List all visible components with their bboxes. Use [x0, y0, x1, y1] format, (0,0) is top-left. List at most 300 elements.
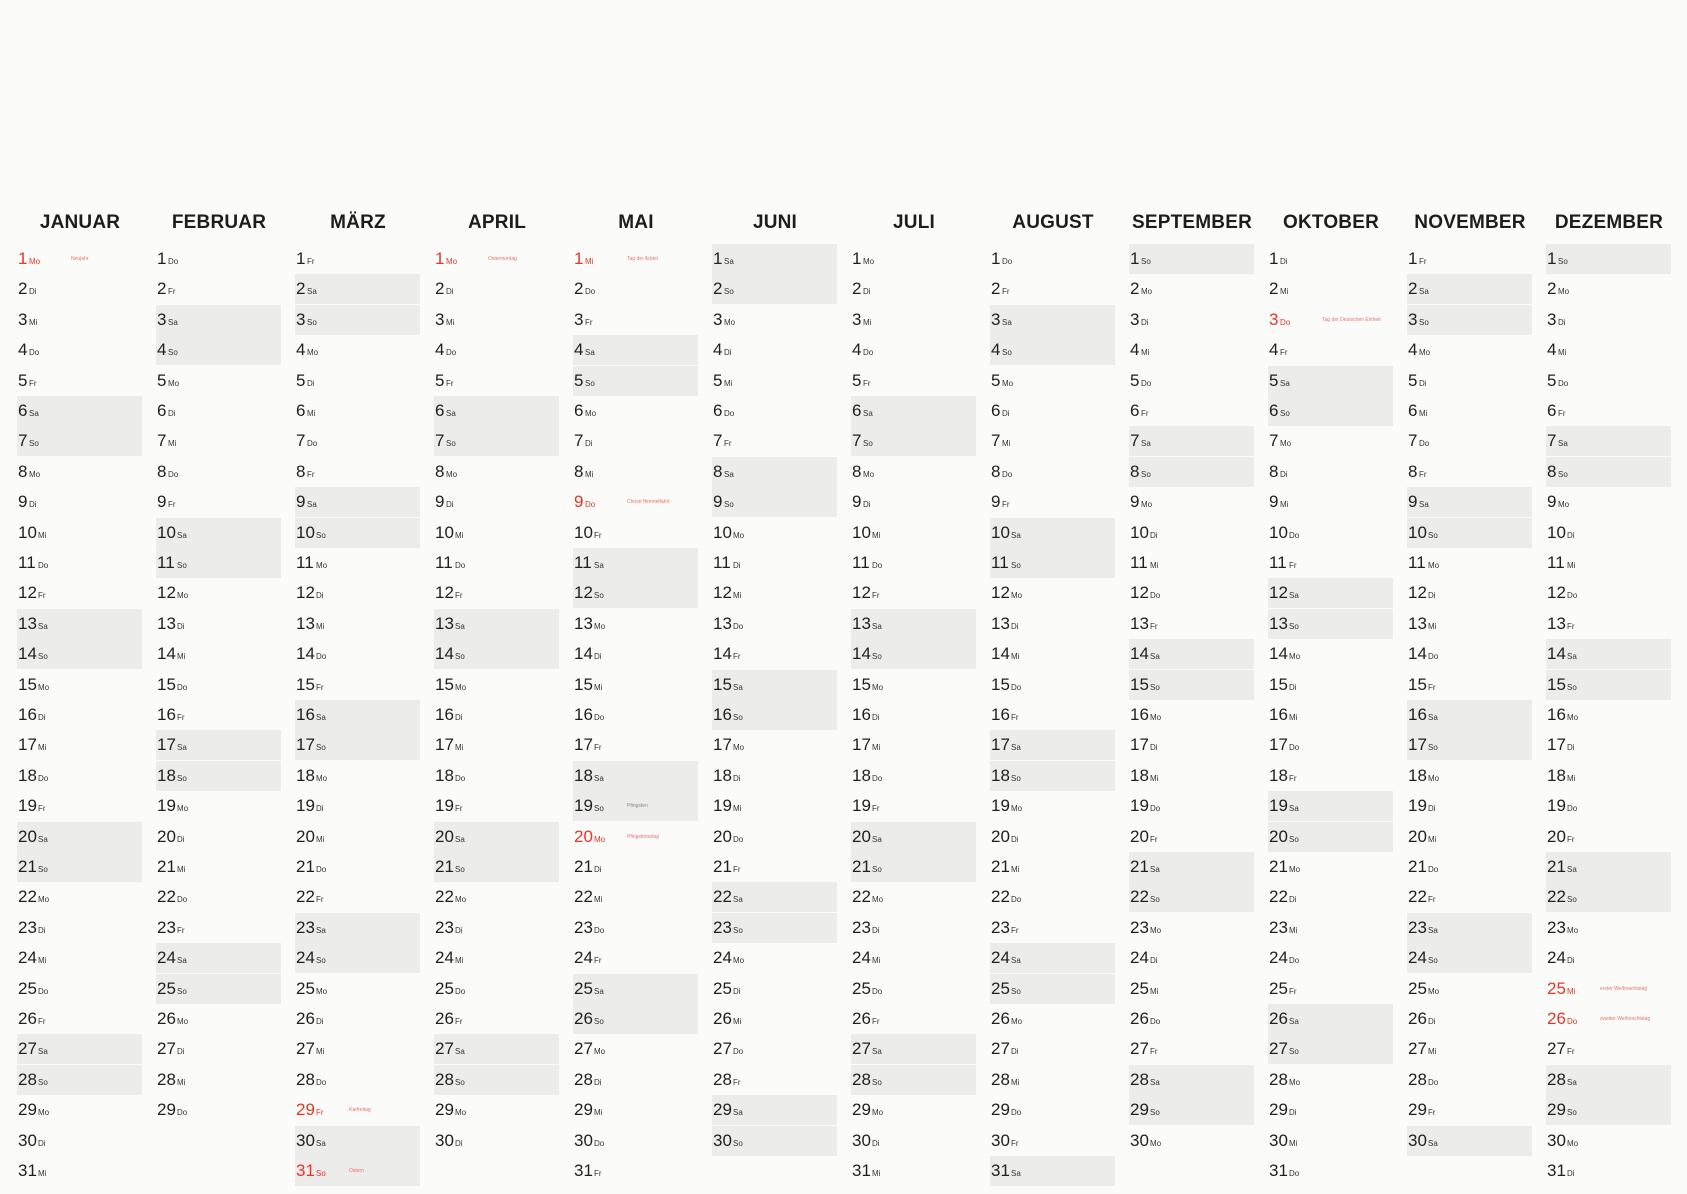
day-number: 23	[435, 917, 454, 937]
day-row	[17, 1156, 142, 1186]
day-row	[156, 426, 281, 456]
day-number: 23	[574, 917, 593, 937]
day-row	[573, 457, 698, 487]
day-number: 25	[1130, 978, 1149, 998]
day-number: 24	[1408, 948, 1427, 968]
day-row	[1129, 548, 1254, 578]
day-number: 8	[18, 461, 28, 481]
day-number: 5	[852, 370, 862, 390]
day-number: 3	[1130, 309, 1140, 329]
day-number: 27	[435, 1039, 454, 1059]
day-number: 30	[1269, 1130, 1288, 1150]
weekday-label: Fr	[316, 895, 324, 905]
day-number: 26	[296, 1009, 315, 1028]
day-row	[156, 518, 281, 548]
day-number: 6	[18, 401, 28, 420]
day-number: 15	[296, 674, 315, 694]
day-row	[1407, 518, 1532, 548]
day-number: 9	[713, 492, 723, 512]
weekday-label: Sa	[872, 1047, 882, 1057]
day-row	[1407, 700, 1532, 730]
weekday-label: Sa	[455, 1047, 465, 1057]
day-row	[1129, 487, 1254, 517]
day-row	[573, 366, 698, 396]
day-row	[156, 335, 281, 365]
day-row	[434, 609, 559, 639]
day-row	[1268, 548, 1393, 578]
weekday-label: Di	[29, 287, 37, 297]
day-number: 15	[435, 674, 454, 694]
weekday-label: Fr	[1011, 1138, 1019, 1148]
weekday-label: Di	[29, 500, 37, 510]
weekday-label: So	[1567, 682, 1577, 692]
day-number: 3	[1547, 309, 1557, 329]
day-number: 13	[1130, 613, 1149, 633]
weekday-label: Fr	[1141, 409, 1149, 418]
day-number: 31	[991, 1161, 1010, 1180]
holiday-label: Christi Himmelfahrt	[627, 499, 670, 506]
weekday-label: Mo	[177, 1017, 189, 1026]
day-row	[17, 852, 142, 882]
day-row	[1546, 913, 1671, 943]
day-number: 29	[713, 1100, 732, 1120]
weekday-label: Di	[1428, 804, 1436, 814]
weekday-label: Mi	[594, 682, 603, 692]
weekday-label: Fr	[1150, 621, 1158, 631]
weekday-label: Mi	[168, 439, 177, 449]
day-number: 22	[435, 887, 454, 907]
weekday-label: So	[29, 439, 39, 449]
day-number: 19	[157, 796, 176, 816]
day-number: 17	[1547, 735, 1566, 755]
day-number: 18	[852, 765, 871, 785]
day-row	[17, 1095, 142, 1125]
weekday-label: Do	[1567, 1017, 1578, 1026]
month-title: SEPTEMBER	[1131, 212, 1253, 233]
day-row	[17, 366, 142, 396]
day-row	[17, 822, 142, 852]
day-number: 24	[1547, 948, 1566, 968]
day-number: 21	[1269, 857, 1288, 876]
day-row	[573, 396, 698, 426]
weekday-label: Do	[1141, 378, 1152, 388]
day-number: 10	[1130, 522, 1149, 542]
weekday-label: Mi	[316, 834, 325, 844]
day-number: 9	[1130, 492, 1140, 512]
day-number: 10	[1269, 522, 1288, 542]
day-number: 8	[574, 461, 584, 481]
day-number: 28	[1408, 1069, 1427, 1089]
weekday-label: So	[38, 652, 48, 662]
day-row	[1407, 578, 1532, 608]
day-row	[1546, 730, 1671, 760]
day-row	[1546, 1156, 1671, 1186]
day-row	[990, 518, 1115, 548]
day-number: 4	[1408, 340, 1418, 360]
weekday-label: Di	[1141, 317, 1149, 327]
weekday-label: Mi	[594, 1108, 603, 1118]
day-row	[712, 730, 837, 760]
weekday-label: So	[177, 561, 187, 570]
weekday-label: Di	[872, 925, 880, 935]
day-row	[1546, 426, 1671, 456]
day-row	[573, 609, 698, 639]
day-row	[851, 487, 976, 517]
weekday-label: Di	[1150, 530, 1158, 540]
weekday-label: Fr	[1289, 561, 1297, 570]
day-row	[295, 791, 420, 821]
month-column	[851, 0, 977, 1194]
weekday-label: Mo	[1150, 925, 1162, 935]
day-number: 26	[991, 1009, 1010, 1028]
day-number: 12	[296, 583, 315, 603]
weekday-label: So	[455, 1077, 465, 1087]
weekday-label: Do	[872, 561, 883, 570]
weekday-label: Fr	[1567, 1047, 1575, 1057]
weekday-label: Mi	[872, 743, 881, 753]
day-row	[1268, 639, 1393, 669]
day-row	[434, 274, 559, 304]
day-number: 5	[713, 370, 723, 390]
day-row	[573, 700, 698, 730]
day-number: 2	[1130, 279, 1140, 299]
day-number: 28	[296, 1069, 315, 1089]
day-number: 5	[157, 370, 167, 390]
day-number: 18	[435, 765, 454, 785]
day-row	[1407, 822, 1532, 852]
day-row	[156, 305, 281, 335]
weekday-label: Di	[455, 1138, 463, 1148]
day-row	[573, 761, 698, 791]
day-row	[295, 1065, 420, 1095]
day-number: 13	[991, 613, 1010, 633]
day-number: 21	[1130, 857, 1149, 876]
day-number: 9	[574, 492, 584, 512]
weekday-label: Do	[1567, 591, 1578, 601]
day-number: 11	[852, 553, 870, 572]
day-number: 18	[713, 765, 732, 785]
day-number: 28	[1269, 1069, 1288, 1089]
day-row	[434, 730, 559, 760]
weekday-label: Mi	[1428, 1047, 1437, 1057]
day-number: 7	[713, 431, 723, 451]
day-number: 18	[157, 765, 176, 785]
weekday-label: Fr	[307, 469, 315, 479]
day-row	[156, 366, 281, 396]
weekday-label: Mo	[168, 378, 180, 388]
day-row	[990, 852, 1115, 882]
day-row	[712, 791, 837, 821]
weekday-label: Di	[863, 287, 871, 297]
weekday-label: Sa	[455, 834, 465, 844]
day-row	[1546, 335, 1671, 365]
note-label: Pfingsten	[627, 803, 648, 810]
weekday-label: Do	[872, 986, 883, 996]
month-column	[1129, 0, 1255, 1194]
day-number: 7	[1408, 431, 1418, 451]
month-title: OKTOBER	[1282, 212, 1380, 233]
day-row	[434, 457, 559, 487]
weekday-label: Do	[1150, 1017, 1161, 1026]
day-row	[573, 1004, 698, 1034]
day-number: 17	[574, 735, 593, 755]
weekday-label: Mi	[1567, 773, 1576, 783]
day-row	[295, 913, 420, 943]
weekday-label: So	[1150, 1108, 1160, 1118]
day-row	[851, 730, 976, 760]
weekday-label: Fr	[872, 804, 880, 814]
day-row	[1129, 1065, 1254, 1095]
day-row	[17, 670, 142, 700]
day-row	[295, 396, 420, 426]
day-number: 21	[574, 857, 593, 876]
weekday-label: Sa	[455, 621, 465, 631]
weekday-label: Mi	[307, 409, 316, 418]
day-row	[712, 670, 837, 700]
weekday-label: Sa	[1150, 865, 1160, 874]
weekday-label: Sa	[585, 348, 595, 358]
weekday-label: Sa	[594, 561, 604, 570]
holiday-label: Ostern	[349, 1168, 365, 1174]
day-number: 28	[991, 1069, 1010, 1089]
weekday-label: So	[1419, 317, 1429, 327]
day-row	[851, 791, 976, 821]
day-row	[1129, 913, 1254, 943]
day-number: 16	[713, 705, 732, 724]
day-number: 6	[296, 401, 306, 420]
day-number: 4	[852, 340, 862, 360]
weekday-label: Di	[455, 713, 463, 722]
weekday-label: So	[585, 378, 595, 388]
day-row	[1407, 609, 1532, 639]
weekday-label: So	[724, 500, 734, 510]
weekday-label: Sa	[1428, 925, 1438, 935]
day-number: 17	[1269, 735, 1288, 755]
weekday-label: Do	[307, 439, 318, 449]
weekday-label: So	[316, 530, 326, 540]
day-number: 14	[296, 644, 315, 664]
day-number: 12	[435, 583, 454, 603]
day-number: 19	[713, 796, 732, 816]
day-number: 30	[852, 1130, 871, 1150]
weekday-label: Di	[177, 1047, 185, 1057]
month-column	[156, 0, 282, 1194]
day-row	[851, 1034, 976, 1064]
day-number: 9	[852, 492, 862, 512]
weekday-label: So	[1289, 834, 1299, 844]
weekday-label: Di	[1011, 621, 1019, 631]
weekday-label: Di	[38, 1138, 46, 1148]
day-row	[1546, 518, 1671, 548]
weekday-label: Mo	[1002, 378, 1014, 388]
day-number: 1	[991, 249, 1001, 268]
day-number: 10	[1408, 522, 1427, 542]
day-number: 10	[1547, 522, 1566, 542]
day-number: 14	[852, 644, 871, 664]
day-number: 27	[157, 1039, 176, 1059]
weekday-label: Do	[1428, 865, 1439, 874]
day-row	[1546, 1095, 1671, 1125]
day-row	[1546, 670, 1671, 700]
day-row	[1129, 396, 1254, 426]
weekday-label: Do	[38, 986, 49, 996]
day-row	[434, 578, 559, 608]
day-row	[156, 730, 281, 760]
weekday-label: Di	[446, 500, 454, 510]
day-number: 30	[991, 1130, 1010, 1150]
weekday-label: Do	[1428, 1077, 1439, 1087]
day-number: 31	[296, 1161, 315, 1180]
day-number: 25	[157, 978, 176, 998]
weekday-label: Mi	[1011, 865, 1020, 874]
day-number: 21	[157, 857, 176, 876]
day-row	[851, 426, 976, 456]
weekday-label: Do	[316, 865, 327, 874]
day-number: 18	[991, 765, 1010, 785]
weekday-label: Mi	[29, 317, 38, 327]
day-row	[1268, 335, 1393, 365]
weekday-label: So	[1002, 348, 1012, 358]
month-title: FEBRUAR	[171, 212, 267, 233]
day-number: 26	[1408, 1009, 1427, 1028]
day-row	[17, 730, 142, 760]
day-row	[712, 244, 837, 274]
weekday-label: So	[594, 1017, 604, 1026]
weekday-label: Sa	[29, 409, 39, 418]
day-number: 14	[18, 644, 37, 664]
day-row	[712, 548, 837, 578]
day-number: 16	[296, 705, 315, 724]
day-row	[712, 396, 837, 426]
day-number: 15	[157, 674, 176, 694]
day-number: 3	[713, 309, 723, 329]
weekday-label: Di	[38, 713, 46, 722]
day-row	[1129, 791, 1254, 821]
day-row	[1129, 366, 1254, 396]
day-number: 14	[157, 644, 176, 664]
day-number: 11	[296, 553, 314, 572]
day-row	[1129, 761, 1254, 791]
weekday-label: Mo	[1289, 652, 1301, 662]
day-row	[1268, 1126, 1393, 1156]
day-number: 21	[991, 857, 1010, 876]
weekday-label: Sa	[307, 287, 317, 297]
weekday-label: Fr	[1419, 257, 1427, 266]
day-number: 13	[157, 613, 176, 633]
day-row	[990, 1156, 1115, 1186]
day-number: 28	[435, 1069, 454, 1089]
weekday-label: So	[1567, 1108, 1577, 1118]
day-row	[712, 578, 837, 608]
day-row	[1129, 700, 1254, 730]
day-row	[1407, 457, 1532, 487]
day-number: 25	[574, 978, 593, 998]
day-number: 26	[852, 1009, 871, 1028]
day-row	[156, 274, 281, 304]
day-number: 22	[1547, 887, 1566, 907]
day-number: 24	[296, 948, 315, 968]
weekday-label: Do	[38, 561, 49, 570]
day-row	[573, 426, 698, 456]
day-number: 12	[157, 583, 176, 603]
weekday-label: Fr	[1002, 500, 1010, 510]
day-row	[1546, 700, 1671, 730]
day-number: 11	[157, 553, 175, 572]
weekday-label: So	[872, 1077, 882, 1087]
weekday-label: Mo	[38, 682, 50, 692]
weekday-label: Sa	[733, 1108, 743, 1118]
weekday-label: Mo	[1141, 287, 1153, 297]
day-row	[156, 882, 281, 912]
weekday-label: Fr	[594, 530, 602, 540]
day-row	[990, 1126, 1115, 1156]
day-row	[295, 943, 420, 973]
day-row	[1546, 882, 1671, 912]
weekday-label: Fr	[1011, 713, 1019, 722]
day-row	[712, 609, 837, 639]
weekday-label: So	[863, 439, 873, 449]
day-number: 13	[1408, 613, 1427, 633]
day-row	[851, 974, 976, 1004]
weekday-label: So	[1141, 469, 1151, 479]
day-number: 29	[1269, 1100, 1288, 1120]
day-number: 19	[1269, 796, 1288, 816]
day-row	[295, 1126, 420, 1156]
day-number: 11	[1547, 553, 1565, 572]
day-row	[712, 882, 837, 912]
weekday-label: Mo	[316, 773, 328, 783]
day-row	[156, 244, 281, 274]
weekday-label: So	[1567, 895, 1577, 905]
day-row	[1407, 882, 1532, 912]
day-row	[1129, 974, 1254, 1004]
day-number: 30	[18, 1130, 37, 1150]
day-row	[1268, 244, 1393, 274]
weekday-label: Mo	[316, 986, 328, 996]
day-number: 26	[1547, 1009, 1566, 1028]
weekday-label: Di	[733, 561, 741, 570]
weekday-label: Sa	[863, 409, 873, 418]
weekday-label: Mi	[1141, 348, 1150, 358]
day-number: 12	[1130, 583, 1149, 603]
day-row	[295, 882, 420, 912]
weekday-label: Mo	[872, 682, 884, 692]
day-row	[1407, 1065, 1532, 1095]
weekday-label: Do	[1280, 317, 1291, 327]
day-row	[156, 1034, 281, 1064]
month-title: JUNI	[752, 212, 798, 233]
day-number: 16	[1408, 705, 1427, 724]
day-number: 10	[18, 522, 37, 542]
day-row	[17, 761, 142, 791]
day-number: 26	[574, 1009, 593, 1028]
day-number: 24	[574, 948, 593, 968]
day-number: 9	[1269, 492, 1279, 512]
weekday-label: Mi	[872, 530, 881, 540]
weekday-label: So	[1289, 621, 1299, 631]
day-number: 4	[991, 340, 1001, 360]
weekday-label: Mi	[1289, 925, 1298, 935]
day-row	[434, 639, 559, 669]
day-row	[1268, 274, 1393, 304]
day-row	[156, 822, 281, 852]
day-row	[1546, 548, 1671, 578]
day-number: 13	[574, 613, 593, 633]
day-row	[990, 426, 1115, 456]
weekday-label: Mi	[1150, 561, 1159, 570]
day-row	[1407, 396, 1532, 426]
day-row	[1268, 396, 1393, 426]
